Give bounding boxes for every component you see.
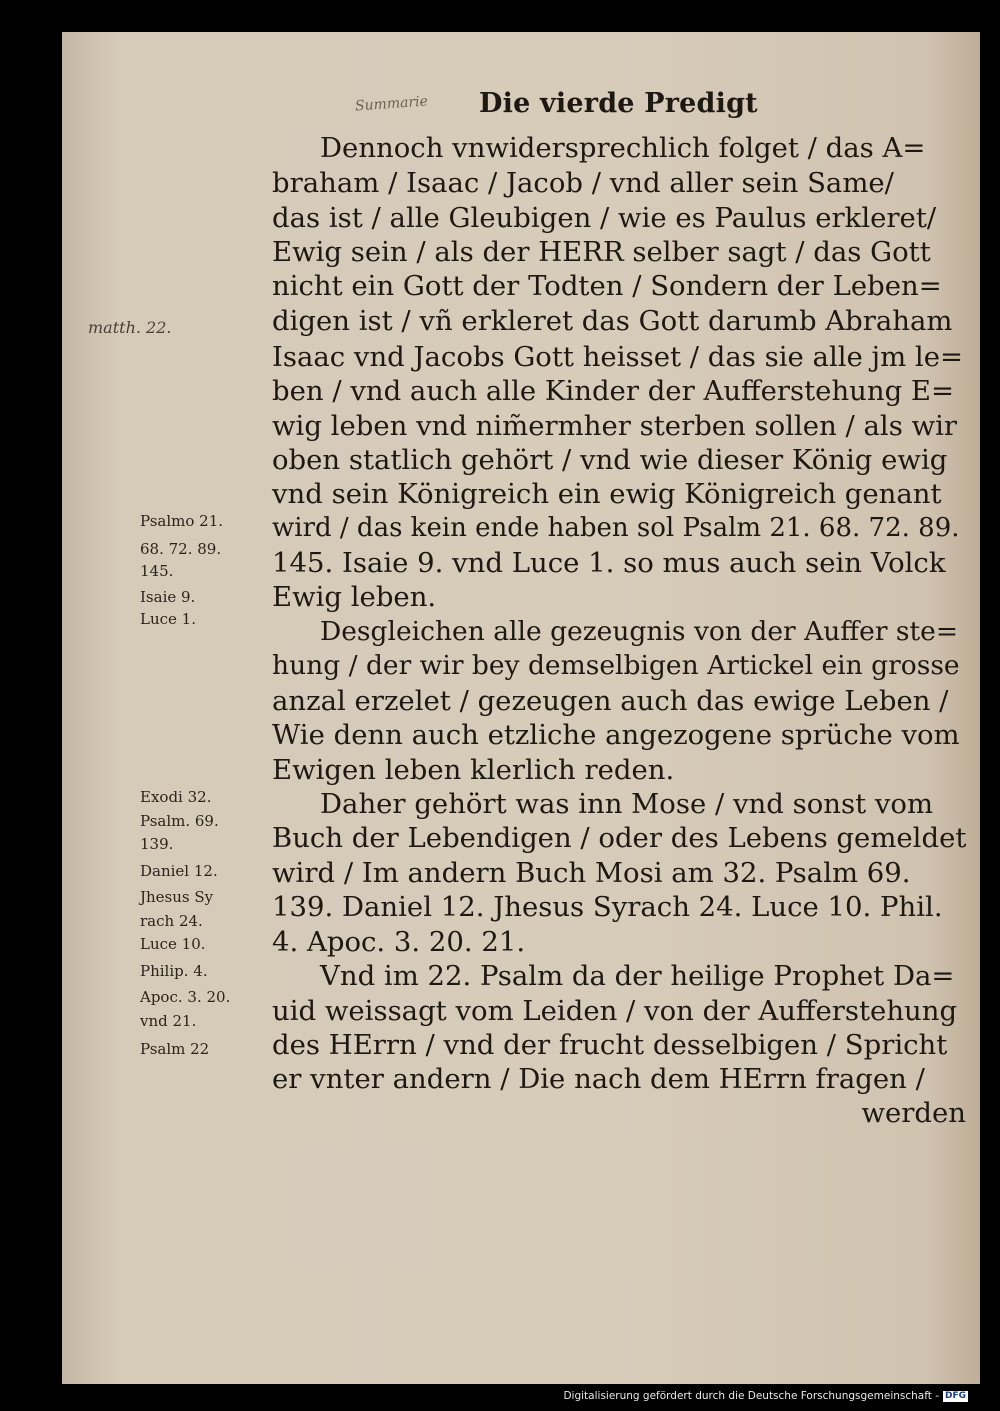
body-line: er vnter andern / Die nach dem HErrn fragen /	[272, 1063, 925, 1095]
body-line: Daher gehört was inn Mose / vnd sonst vom	[320, 788, 934, 820]
handwritten-header-note: Summarie	[354, 93, 429, 115]
body-line: werden	[861, 1097, 966, 1129]
body-line: Ewig leben.	[272, 581, 437, 613]
margin-citation: Luce 10.	[140, 935, 206, 953]
margin-citation: Exodi 32.	[140, 788, 212, 806]
margin-citation: rach 24.	[140, 912, 203, 930]
body-line: digen ist / vñ erkleret das Gott darumb Abraham	[272, 305, 953, 337]
handwritten-margin-note: matth. 22.	[88, 318, 172, 337]
margin-citation: Psalm 22	[140, 1040, 210, 1058]
body-line: oben statlich gehört / vnd wie dieser König ewig	[272, 444, 948, 476]
margin-citation: Luce 1.	[140, 610, 196, 628]
body-line: braham / Isaac / Jacob / vnd aller sein Same/	[272, 167, 894, 199]
body-line: Dennoch vnwidersprechlich folget / das A=	[320, 132, 926, 164]
margin-citation: vnd 21.	[140, 1012, 197, 1030]
body-line: vnd sein Königreich ein ewig Königreich genant	[272, 478, 942, 510]
body-line: Ewigen leben klerlich reden.	[272, 754, 675, 786]
margin-citation: Psalm. 69.	[140, 812, 219, 830]
margin-citation: 68. 72. 89.	[140, 540, 222, 558]
body-line: ben / vnd auch alle Kinder der Aufferstehung E=	[272, 375, 955, 407]
page-header-title: Die vierde Predigt	[479, 88, 758, 119]
margin-citation: Isaie 9.	[140, 588, 196, 606]
body-line: Wie denn auch etzliche angezogene sprüche vom	[272, 719, 960, 751]
body-line: uid weissagt vom Leiden / von der Aufferstehung	[272, 995, 958, 1027]
body-line: 139. Daniel 12. Jhesus Syrach 24. Luce 10. Phil.	[272, 891, 943, 923]
body-line: Vnd im 22. Psalm da der heilige Prophet Da=	[320, 960, 955, 992]
body-line: anzal erzelet / gezeugen auch das ewige Leben /	[272, 685, 949, 717]
body-line: wig leben vnd nim̃ermher sterben sollen / als wir	[272, 410, 958, 442]
margin-citation: Jhesus Sy	[140, 888, 214, 906]
footer-text: Digitalisierung gefördert durch die Deutsche Forschungsgemeinschaft -	[563, 1390, 939, 1402]
dfg-logo: DFG	[944, 1390, 966, 1401]
body-line: Isaac vnd Jacobs Gott heisset / das sie alle jm le=	[272, 341, 964, 373]
body-line: des HErrn / vnd der frucht desselbigen / Spricht	[272, 1029, 948, 1061]
body-line: 4. Apoc. 3. 20. 21.	[272, 926, 526, 958]
margin-citation: Daniel 12.	[140, 862, 218, 880]
body-line: nicht ein Gott der Todten / Sondern der Leben=	[272, 270, 942, 302]
body-line: wird / Im andern Buch Mosi am 32. Psalm 69.	[272, 857, 911, 889]
body-line: 145. Isaie 9. vnd Luce 1. so mus auch sein Volck	[272, 547, 946, 579]
body-line: wird / das kein ende haben sol Psalm 21. 68. 72. 89.	[272, 513, 960, 543]
body-line: Buch der Lebendigen / oder des Lebens gemeldet	[272, 822, 967, 854]
footer-credit	[563, 1390, 968, 1402]
body-line: Ewig sein / als der HERR selber sagt / das Gott	[272, 236, 931, 268]
margin-citation: Philip. 4.	[140, 962, 208, 980]
margin-citation: Psalmo 21.	[140, 512, 224, 530]
body-line: Desgleichen alle gezeugnis von der Auffer ste=	[320, 616, 959, 647]
margin-citation: 139.	[140, 835, 174, 853]
margin-citation: 145.	[140, 562, 174, 580]
margin-citation: Apoc. 3. 20.	[140, 988, 231, 1006]
body-line: das ist / alle Gleubigen / wie es Paulus erkleret/	[272, 202, 937, 234]
body-line: hung / der wir bey demselbigen Artickel ein grosse	[272, 650, 960, 681]
